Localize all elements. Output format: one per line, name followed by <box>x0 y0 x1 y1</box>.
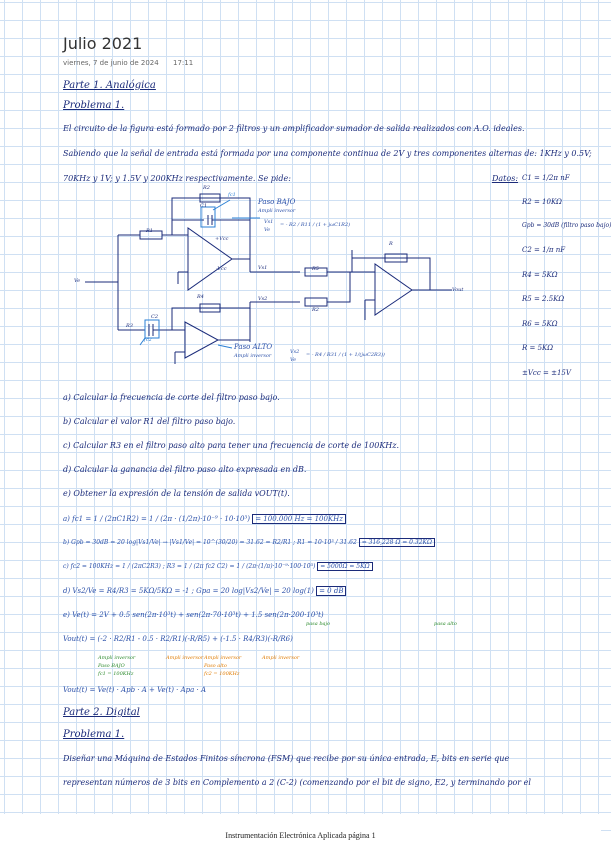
dato-item: R2 = 10KΩ <box>522 198 562 206</box>
highpass-formula-mid: = - R4 / R3 <box>306 352 334 358</box>
answer-c-lhs: c) fc2 = 100KHz = 1 / (2πC2R3) ; R3 = 1 / (2π fc2 C2) = 1 / (2π·(1/π)·10⁻⁹·100·10³) <box>63 563 316 570</box>
circuit-label: fc2 <box>144 337 152 343</box>
circuit-label: Ve <box>74 278 81 284</box>
highpass-kind: Ampli inversor <box>234 353 272 359</box>
note-green: Paso BAJO <box>98 663 125 669</box>
answer-e1-note: pasa bajo <box>306 621 331 627</box>
answer-c-result: = 5000Ω = 5KΩ <box>317 562 372 571</box>
page-title: Julio 2021 <box>63 34 143 53</box>
dato-item: R5 = 2.5KΩ <box>522 295 565 303</box>
note-green: fc1 = 100KHz <box>98 671 134 677</box>
dato-item: Gpb = 30dB (filtro paso bajo) <box>522 222 611 229</box>
answer-a-lhs: a) fc1 = 1 / (2πC1R2) = 1 / (2π · (1/2π)·10⁻⁹ · 10·10³) <box>63 515 250 523</box>
answer-b <box>63 539 435 546</box>
question-a: a) Calcular la frecuencia de corte del filtro paso bajo. <box>63 393 280 402</box>
dato-item: R6 = 5KΩ <box>522 320 558 328</box>
circuit-label: Vs2 <box>258 296 268 302</box>
note-green: Ampli inversor <box>98 655 136 661</box>
datos-label: Datos: <box>492 174 519 183</box>
circuit-label: R4 <box>197 294 204 300</box>
part2-statement-line: Diseñar una Máquina de Estados Finitos síncrona (FSM) que recibe por su única entrada, E, bits en serie que <box>63 754 510 763</box>
answer-d-lhs: d) Vs2/Ve = R4/R3 = 5KΩ/5KΩ = -1 ; Gpa = 20 log|Vs2/Ve| = 20 log(1) <box>63 587 314 595</box>
answer-b-lhs: b) Gpb = 30dB = 20 log|Vs1/Ve| → |Vs1/Ve| = 10^(30/20) = 31.62 = R2/R1 ; R1 = 10·10³ / 31.62 <box>63 539 357 546</box>
answer-e3: Vout(t) = Ve(t) · Apb · A + Ve(t) · Apa · A <box>63 686 207 694</box>
circuit-label: R3 <box>126 323 133 329</box>
dato-item: C1 = 1/2π nF <box>522 174 570 182</box>
circuit-label: fc1 <box>228 192 236 198</box>
statement-line: 70KHz y 1V; y 1.5V y 200KHz respectivamente. Se pide: <box>63 174 291 183</box>
lowpass-kind: Ampli inversor <box>258 208 296 214</box>
note-orange: fc2 = 100KHz <box>204 671 240 677</box>
lowpass-formula-mid: = - R2 / R1 <box>280 222 308 228</box>
statement-line: Sabiendo que la señal de entrada está formada por una componente continua de 2V y tres componentes alternas de: 1KHz y 0.5V; <box>63 149 592 158</box>
highpass-name: Paso ALTO <box>234 343 273 351</box>
circuit-label: +Vcc <box>215 236 229 242</box>
highpass-formula-rhs: 1 / (1 + 1/(jωC2R3)) <box>334 352 385 358</box>
page-time: 17:11 <box>173 59 194 67</box>
note-orange: Ampli inversor <box>204 655 242 661</box>
answer-a <box>63 515 346 523</box>
question-d: d) Calcular la ganancia del filtro paso alto expresada en dB. <box>63 465 307 474</box>
dato-item: R4 = 5KΩ <box>522 271 558 279</box>
lowpass-formula-rhs: 1 / (1 + jωC1R2) <box>308 222 351 228</box>
page-footer: Instrumentación Electrónica Aplicada página 1 <box>225 831 376 840</box>
part2-statement-line: representan números de 3 bits en Complemento a 2 (C-2) (comenzando por el bit de signo, E2, y terminando por el <box>63 778 531 787</box>
note-orange: Paso alto <box>204 663 227 669</box>
highpass-formula-lhs: Vs2 <box>290 349 300 355</box>
circuit-label: Vs1 <box>258 265 268 271</box>
circuit-label: R2 <box>203 185 210 191</box>
part1-problem: Problema 1. <box>63 100 125 111</box>
question-e: e) Obtener la expresión de la tensión de salida vOUT(t). <box>63 489 290 498</box>
circuit-label: C1 <box>200 203 208 209</box>
part1-heading: Parte 1. Analógica <box>63 80 156 91</box>
circuit-label: R5 <box>312 266 319 272</box>
answer-d-result: = 0 dB <box>316 586 346 596</box>
circuit-label: Vout <box>452 287 464 293</box>
answer-e2: Vout(t) = (-2 · R2/R1 - 0.5 · R2/R1)(-R/R5) + (-1.5 · R4/R3)(-R/R6) <box>63 635 293 643</box>
note-orange: Ampli inversor <box>262 655 300 661</box>
part2-problem: Problema 1. <box>63 729 125 740</box>
answer-e1-note: pasa alto <box>434 621 457 627</box>
question-b: b) Calcular el valor R1 del filtro paso bajo. <box>63 417 236 426</box>
note-orange: Ampli inversor <box>166 655 204 661</box>
circuit-label: -Vcc <box>216 266 227 272</box>
answer-a-result: = 100.000 Hz = 100KHz <box>252 514 346 524</box>
answer-c <box>63 563 373 570</box>
circuit-label: R2 <box>312 307 319 313</box>
answer-d <box>63 587 346 595</box>
circuit-label: R <box>389 241 393 247</box>
answer-b-result: = 316,228 Ω = 0.32KΩ <box>359 538 435 547</box>
dato-item: R = 5KΩ <box>522 344 554 352</box>
circuit-label: C2 <box>151 314 159 320</box>
question-c: c) Calcular R3 en el filtro paso alto para tener una frecuencia de corte de 100KHz. <box>63 441 400 450</box>
lowpass-formula-lhs: Vs1 <box>264 219 274 225</box>
lowpass-formula-den: Ve <box>264 227 271 233</box>
lowpass-name: Paso BAJO <box>258 198 296 206</box>
highpass-formula-den: Ve <box>290 357 297 363</box>
page-date: viernes, 7 de junio de 2024 <box>63 59 159 67</box>
answer-e1: e) Ve(t) = 2V + 0.5 sen(2π·10³t) + sen(2π·70·10³t) + 1.5 sen(2π·200·10³t) <box>63 611 324 619</box>
statement-line: El circuito de la figura está formado por 2 filtros y un amplificador sumador de salida realizados con A.O. ideales. <box>63 124 525 133</box>
dato-item: C2 = 1/π nF <box>522 246 566 254</box>
part2-heading: Parte 2. Digital <box>63 707 140 718</box>
circuit-label: R1 <box>146 228 153 234</box>
dato-item: ±Vcc = ±15V <box>522 369 571 377</box>
